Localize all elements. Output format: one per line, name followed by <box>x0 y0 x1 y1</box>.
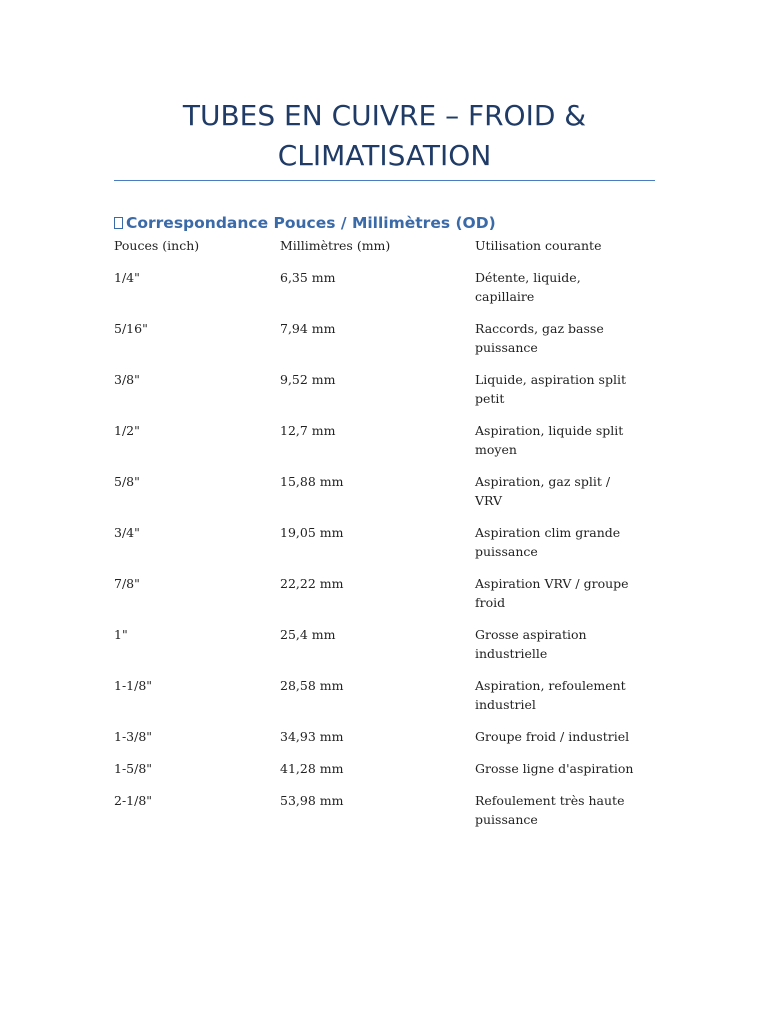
table-body <box>114 268 655 829</box>
cell-mm: 53,98 mm <box>280 793 344 808</box>
table-row <box>114 727 655 746</box>
cell-mm: 34,93 mm <box>280 729 344 744</box>
cell-inch: 1/4" <box>114 270 140 285</box>
cell-usage: Aspiration clim grande puissance <box>475 525 621 559</box>
table-row <box>114 268 655 306</box>
table-row <box>114 676 655 714</box>
cell-inch: 2-1/8" <box>114 793 153 808</box>
table-row <box>114 472 655 510</box>
cell-usage: Raccords, gaz basse puissance <box>475 321 604 355</box>
cell-usage: Aspiration VRV / groupe froid <box>475 576 629 610</box>
cell-inch: 7/8" <box>114 576 140 591</box>
table-row <box>114 523 655 561</box>
cell-mm: 12,7 mm <box>280 423 336 438</box>
table-row <box>114 759 655 778</box>
cell-mm: 41,28 mm <box>280 761 344 776</box>
missing-glyph-icon <box>114 217 123 229</box>
cell-usage: Grosse aspiration industrielle <box>475 627 587 661</box>
table-row <box>114 574 655 612</box>
cell-mm: 22,22 mm <box>280 576 344 591</box>
cell-mm: 9,52 mm <box>280 372 336 387</box>
table-row <box>114 791 655 829</box>
section-heading-text: Correspondance Pouces / Millimètres (OD) <box>126 214 496 232</box>
cell-usage: Liquide, aspiration split petit <box>475 372 626 406</box>
table-row <box>114 370 655 408</box>
cell-inch: 5/16" <box>114 321 148 336</box>
cell-inch: 1" <box>114 627 128 642</box>
cell-inch: 1-5/8" <box>114 761 153 776</box>
cell-mm: 6,35 mm <box>280 270 336 285</box>
column-header-inch: Pouces (inch) <box>114 238 200 253</box>
cell-mm: 25,4 mm <box>280 627 336 642</box>
cell-usage: Aspiration, refoulement industriel <box>475 678 626 712</box>
cell-usage: Grosse ligne d'aspiration <box>475 761 634 776</box>
table-row <box>114 421 655 459</box>
section-heading <box>114 212 496 234</box>
cell-mm: 19,05 mm <box>280 525 344 540</box>
cell-inch: 1-3/8" <box>114 729 153 744</box>
cell-inch: 5/8" <box>114 474 140 489</box>
title-divider <box>114 180 655 181</box>
table-row <box>114 319 655 357</box>
cell-usage: Aspiration, gaz split / VRV <box>475 474 611 508</box>
cell-inch: 1/2" <box>114 423 140 438</box>
cell-usage: Groupe froid / industriel <box>475 729 630 744</box>
cell-usage: Refoulement très haute puissance <box>475 793 625 827</box>
column-header-usage: Utilisation courante <box>475 238 602 253</box>
table-row <box>114 625 655 663</box>
cell-inch: 3/8" <box>114 372 140 387</box>
cell-mm: 28,58 mm <box>280 678 344 693</box>
cell-inch: 3/4" <box>114 525 140 540</box>
cell-inch: 1-1/8" <box>114 678 153 693</box>
cell-usage: Aspiration, liquide split moyen <box>475 423 624 457</box>
page-title: TUBES EN CUIVRE – FROID & CLIMATISATION <box>182 99 587 172</box>
column-header-mm: Millimètres (mm) <box>280 238 391 253</box>
table-header-row <box>114 236 655 255</box>
cell-mm: 15,88 mm <box>280 474 344 489</box>
conversion-table <box>114 236 655 842</box>
cell-usage: Détente, liquide, capillaire <box>475 270 581 304</box>
cell-mm: 7,94 mm <box>280 321 336 336</box>
